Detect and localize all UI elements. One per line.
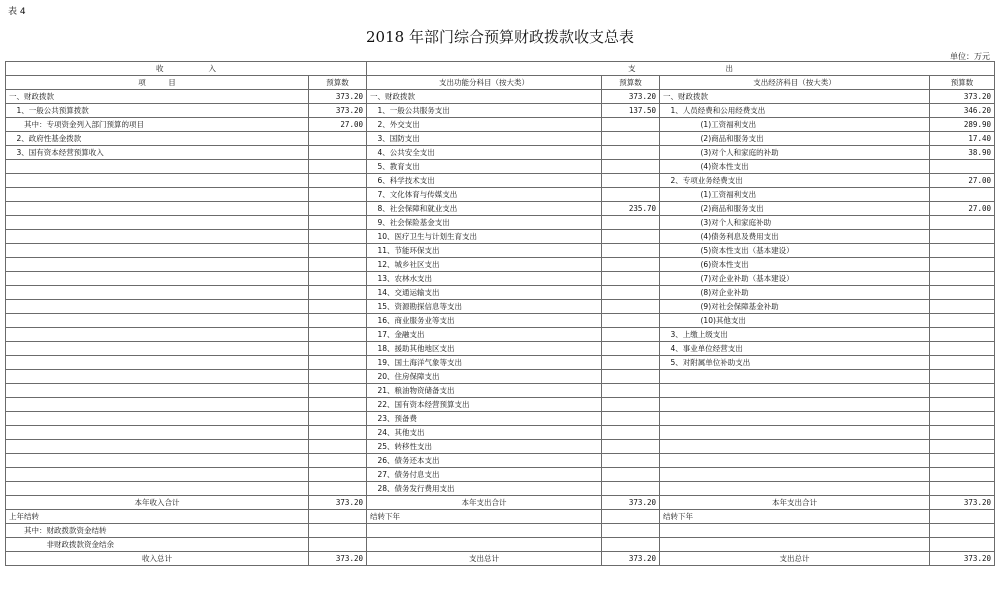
func-budget-cell [602,146,660,160]
income-item-cell [6,482,309,496]
income-budget-cell [309,454,367,468]
income-budget-cell: 27.00 [309,118,367,132]
func-item-cell: 23、预备费 [367,412,602,426]
func-item-cell: 12、城乡社区支出 [367,258,602,272]
econ-item-cell: (1)工资福利支出 [660,188,930,202]
table-row [6,132,995,146]
func-item-cell: 15、资源勘探信息等支出 [367,300,602,314]
income-budget-cell [309,412,367,426]
func-budget-cell [602,328,660,342]
func-item-cell: 3、国防支出 [367,132,602,146]
carry-sub2-label: 非财政拨款资金结余 [6,538,309,552]
func-budget-cell [602,440,660,454]
income-item-cell [6,328,309,342]
carry-next-econ-value [930,510,995,524]
table-row [6,188,995,202]
func-budget-cell [602,342,660,356]
income-budget-cell [309,398,367,412]
group-header-row [6,62,995,76]
func-item-cell: 11、节能环保支出 [367,244,602,258]
econ-budget-cell [930,356,995,370]
empty-cell [602,538,660,552]
func-budget-cell: 137.50 [602,104,660,118]
col-header-econ: 支出经济科目（按大类） [660,76,930,90]
func-item-cell: 一、财政拨款 [367,90,602,104]
empty-cell [367,538,602,552]
func-budget-cell [602,230,660,244]
table-row [6,384,995,398]
econ-item-cell [660,398,930,412]
func-item-cell: 20、住房保障支出 [367,370,602,384]
econ-item-cell: 5、对附属单位补助支出 [660,356,930,370]
func-budget-cell: 235.70 [602,202,660,216]
income-item-cell [6,342,309,356]
func-budget-cell [602,272,660,286]
empty-cell [930,538,995,552]
func-total-value: 373.20 [602,496,660,510]
income-item-cell [6,468,309,482]
income-item-cell [6,244,309,258]
func-budget-cell [602,482,660,496]
col-header-budget: 预算数 [602,76,660,90]
table-row [6,146,995,160]
func-item-cell: 9、社会保险基金支出 [367,216,602,230]
income-total-label: 本年收入合计 [6,496,309,510]
econ-budget-cell [930,426,995,440]
econ-budget-cell [930,440,995,454]
func-budget-cell [602,454,660,468]
table-row [6,286,995,300]
table-row [6,258,995,272]
econ-budget-cell [930,328,995,342]
income-budget-cell [309,482,367,496]
carry-next-econ-label: 结转下年 [660,510,930,524]
income-budget-cell [309,440,367,454]
econ-budget-cell [930,160,995,174]
income-grand-value: 373.20 [309,552,367,566]
income-item-cell: 其中：专项资金列入部门预算的项目 [6,118,309,132]
carry-row [6,510,995,524]
econ-budget-cell [930,468,995,482]
income-item-cell [6,426,309,440]
table-row [6,300,995,314]
income-item-cell [6,286,309,300]
income-budget-cell [309,328,367,342]
econ-item-cell [660,426,930,440]
income-item-cell [6,202,309,216]
econ-item-cell [660,440,930,454]
income-budget-cell [309,216,367,230]
econ-item-cell [660,384,930,398]
income-item-cell [6,412,309,426]
func-budget-cell [602,258,660,272]
income-item-cell [6,454,309,468]
econ-item-cell: 4、事业单位经营支出 [660,342,930,356]
col-header-budget: 预算数 [930,76,995,90]
income-budget-cell [309,202,367,216]
income-budget-cell [309,230,367,244]
func-budget-cell [602,286,660,300]
col-header-item: 项 目 [6,76,309,90]
income-budget-cell [309,146,367,160]
econ-budget-cell: 289.90 [930,118,995,132]
func-item-cell: 14、交通运输支出 [367,286,602,300]
income-budget-cell [309,188,367,202]
income-item-cell [6,160,309,174]
func-item-cell: 13、农林水支出 [367,272,602,286]
econ-item-cell: 2、专项业务经费支出 [660,174,930,188]
table-footer [6,496,995,566]
econ-budget-cell [930,454,995,468]
income-item-cell: 1、一般公共预算拨款 [6,104,309,118]
func-budget-cell [602,314,660,328]
func-item-cell: 2、外交支出 [367,118,602,132]
econ-item-cell [660,482,930,496]
income-budget-cell [309,426,367,440]
year-total-row [6,496,995,510]
econ-item-cell: (5)资本性支出（基本建设） [660,244,930,258]
table-row [6,370,995,384]
income-budget-cell [309,132,367,146]
econ-budget-cell [930,300,995,314]
col-header-budget: 预算数 [309,76,367,90]
econ-item-cell [660,412,930,426]
empty-cell [660,538,930,552]
carry-next-func-label: 结转下年 [367,510,602,524]
func-item-cell: 5、教育支出 [367,160,602,174]
func-item-cell: 19、国土海洋气象等支出 [367,356,602,370]
income-budget-cell [309,258,367,272]
page-title: 2018 年部门综合预算财政拨款收支总表 [366,28,634,46]
table-row [6,230,995,244]
func-budget-cell [602,468,660,482]
income-item-cell [6,314,309,328]
column-header-row [6,76,995,90]
col-header-func: 支出功能分科目（按大类） [367,76,602,90]
table-body [6,62,995,496]
table-row [6,328,995,342]
func-item-cell: 22、国有资本经营预算支出 [367,398,602,412]
econ-budget-cell: 17.40 [930,132,995,146]
func-budget-cell [602,132,660,146]
econ-item-cell [660,468,930,482]
econ-budget-cell [930,412,995,426]
income-budget-cell [309,384,367,398]
func-budget-cell [602,244,660,258]
func-total-label: 本年支出合计 [367,496,602,510]
table-row [6,468,995,482]
empty-cell [309,524,367,538]
table-row [6,90,995,104]
table-row [6,272,995,286]
econ-budget-cell: 38.90 [930,146,995,160]
income-budget-cell [309,244,367,258]
carry-sub-row [6,524,995,538]
econ-item-cell [660,454,930,468]
income-budget-cell [309,272,367,286]
func-item-cell: 4、公共安全支出 [367,146,602,160]
income-item-cell: 3、国有资本经营预算收入 [6,146,309,160]
table-row [6,356,995,370]
income-budget-cell [309,286,367,300]
income-item-cell [6,356,309,370]
func-item-cell: 7、文化体育与传媒支出 [367,188,602,202]
income-item-cell [6,370,309,384]
empty-cell [602,524,660,538]
income-item-cell [6,384,309,398]
econ-item-cell: (4)债务利息及费用支出 [660,230,930,244]
carry-sub1-label: 其中：财政拨款资金结转 [6,524,309,538]
econ-item-cell: (10)其他支出 [660,314,930,328]
func-grand-label: 支出总计 [367,552,602,566]
prev-balance-label: 上年结转 [6,510,309,524]
econ-item-cell: (6)资本性支出 [660,258,930,272]
income-budget-cell: 373.20 [309,104,367,118]
table-row [6,244,995,258]
econ-budget-cell [930,216,995,230]
econ-total-label: 本年支出合计 [660,496,930,510]
econ-item-cell [660,370,930,384]
expense-group-header: 支 出 [367,62,995,76]
budget-table [5,61,995,566]
econ-budget-cell: 373.20 [930,90,995,104]
econ-grand-value: 373.20 [930,552,995,566]
income-group-header: 收 入 [6,62,367,76]
func-item-cell: 10、医疗卫生与计划生育支出 [367,230,602,244]
func-item-cell: 17、金融支出 [367,328,602,342]
income-item-cell [6,272,309,286]
func-item-cell: 21、粮油物资储备支出 [367,384,602,398]
table-row [6,160,995,174]
func-item-cell: 26、债务还本支出 [367,454,602,468]
table-row [6,412,995,426]
unit-label: 单位：万元 [950,52,990,61]
income-budget-cell: 373.20 [309,90,367,104]
table-row [6,398,995,412]
func-item-cell: 25、转移性支出 [367,440,602,454]
econ-item-cell: (9)对社会保障基金补助 [660,300,930,314]
table-row [6,314,995,328]
econ-budget-cell [930,230,995,244]
table-row [6,482,995,496]
func-budget-cell: 373.20 [602,90,660,104]
func-budget-cell [602,160,660,174]
econ-budget-cell [930,286,995,300]
income-budget-cell [309,370,367,384]
econ-budget-cell [930,258,995,272]
econ-item-cell: 1、人员经费和公用经费支出 [660,104,930,118]
func-item-cell: 27、债务付息支出 [367,468,602,482]
econ-budget-cell [930,398,995,412]
income-item-cell [6,174,309,188]
econ-budget-cell [930,482,995,496]
func-budget-cell [602,216,660,230]
income-item-cell [6,398,309,412]
income-budget-cell [309,300,367,314]
income-budget-cell [309,468,367,482]
func-budget-cell [602,118,660,132]
func-budget-cell [602,300,660,314]
econ-budget-cell [930,272,995,286]
income-item-cell [6,300,309,314]
econ-item-cell: 一、财政拨款 [660,90,930,104]
grand-total-row [6,552,995,566]
table-row [6,202,995,216]
func-item-cell: 24、其他支出 [367,426,602,440]
func-budget-cell [602,188,660,202]
econ-budget-cell [930,384,995,398]
table-row [6,104,995,118]
func-budget-cell [602,370,660,384]
func-grand-value: 373.20 [602,552,660,566]
table-row [6,174,995,188]
income-budget-cell [309,174,367,188]
func-item-cell: 6、科学技术支出 [367,174,602,188]
econ-item-cell: (3)对个人和家庭补助 [660,216,930,230]
func-budget-cell [602,426,660,440]
econ-item-cell: (4)资本性支出 [660,160,930,174]
econ-budget-cell [930,370,995,384]
econ-budget-cell [930,314,995,328]
econ-budget-cell: 27.00 [930,174,995,188]
income-item-cell [6,440,309,454]
income-item-cell [6,230,309,244]
econ-budget-cell [930,244,995,258]
table-row [6,216,995,230]
income-budget-cell [309,314,367,328]
func-item-cell: 18、援助其他地区支出 [367,342,602,356]
income-budget-cell [309,160,367,174]
carry-next-func-value [602,510,660,524]
table-row [6,440,995,454]
table-row [6,426,995,440]
table-tag: 表 4 [8,7,26,17]
empty-cell [660,524,930,538]
func-budget-cell [602,356,660,370]
income-total-value: 373.20 [309,496,367,510]
empty-cell [930,524,995,538]
econ-budget-cell: 346.20 [930,104,995,118]
econ-budget-cell [930,342,995,356]
econ-item-cell: (1)工资福利支出 [660,118,930,132]
income-budget-cell [309,342,367,356]
econ-item-cell: 3、上缴上级支出 [660,328,930,342]
income-grand-label: 收入总计 [6,552,309,566]
func-budget-cell [602,174,660,188]
income-item-cell [6,258,309,272]
income-budget-cell [309,356,367,370]
func-item-cell: 28、债务发行费用支出 [367,482,602,496]
econ-total-value: 373.20 [930,496,995,510]
econ-item-cell: (2)商品和服务支出 [660,202,930,216]
func-item-cell: 1、一般公共服务支出 [367,104,602,118]
func-budget-cell [602,384,660,398]
empty-cell [309,538,367,552]
func-budget-cell [602,398,660,412]
carry-sub-row [6,538,995,552]
income-item-cell: 一、财政拨款 [6,90,309,104]
econ-budget-cell: 27.00 [930,202,995,216]
econ-item-cell: (8)对企业补助 [660,286,930,300]
table-row [6,342,995,356]
func-item-cell: 8、社会保障和就业支出 [367,202,602,216]
table-row [6,454,995,468]
econ-item-cell: (3)对个人和家庭的补助 [660,146,930,160]
func-budget-cell [602,412,660,426]
econ-item-cell: (2)商品和服务支出 [660,132,930,146]
table-row [6,118,995,132]
econ-item-cell: (7)对企业补助（基本建设） [660,272,930,286]
income-item-cell [6,188,309,202]
econ-budget-cell [930,188,995,202]
income-item-cell: 2、政府性基金拨款 [6,132,309,146]
empty-cell [367,524,602,538]
prev-balance-value [309,510,367,524]
econ-grand-label: 支出总计 [660,552,930,566]
income-item-cell [6,216,309,230]
func-item-cell: 16、商业服务业等支出 [367,314,602,328]
